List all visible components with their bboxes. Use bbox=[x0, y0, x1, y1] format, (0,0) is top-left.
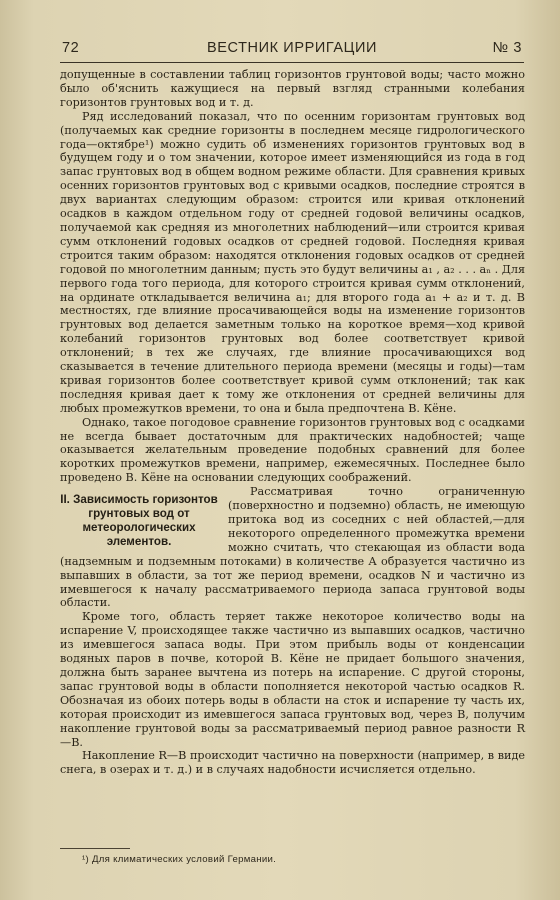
paragraph-2: Ряд исследований показал, что по осенним горизонтам грунтовых вод (получаемых как средние горизонты в последнем месяце гидрологического года—октябре¹) можно судить об изменениях горизонтов грунтовых вод в будущем году и о том значении, которое имеет изменяющийся из года в год запас грунтовых вод в общем водном режиме области. Для сравнения кривых осенних горизонтов грунтовых вод с кривыми осадков, последние строятся в двух вариантах следующим образом: строится или кривая отклонений осадков в каждом отдельном году от средней годовой величины осадков, получаемой как средняя из многолетних наблюдений—или строится кривая сумм отклонений годовых осадков от средней годовой. Последняя кривая строится таким образом: находятся отклонения годовых осадков от средней годовой по многолетним данным; пусть это будут величины a₁ , a₂ . . . aₙ . Для первого года того периода, для которого строится кривая сумм отклонений, на ординате откладывается величина a₁; для второго года a₁ + a₂ и т. д. В местностях, где влияние просачивающейся воды на изменение горизонтов грунтовых вод делается заметным только на короткое время—ход кривой колебаний горизонтов грунтовых вод более соответствует кривой отклонений; в тех же случаях, где влияние просачивающихся вод сказывается в течение длительного периода времени (месяцы и годы)—там кривая горизонтов более соответствует кривой сумм отклонений; так как последняя кривая дает к тому же отклонения от средней величины для любых промежутков времени, то она и была предпочтена В. Кёне. bbox=[60, 109, 525, 415]
paragraph-6: Накопление R—B происходит частично на поверхности (например, в виде снега, в озерах и т. д.) и в случаях надобности исчисляется отдельно. bbox=[60, 749, 525, 777]
paragraph-4: Рассматривая точно ограниченную (поверхностно и подземно) область, не имеющую притока вод из соседних с ней областей,—для некоторого определенного промежутка времени можно считать, что стекающая из области вода (надземным и подземным потоками) в количестве A образуется частично из выпавших в области, за тот же период времени, осадков N и частично из имевшегося к началу рассматриваемого периода запаса грунтовой воды области. bbox=[60, 485, 525, 610]
page-number: 72 bbox=[62, 40, 80, 56]
header-rule bbox=[60, 62, 524, 63]
journal-title: ВЕСТНИК ИРРИГАЦИИ bbox=[206, 40, 378, 56]
running-header bbox=[62, 40, 522, 62]
paragraph-1: допущенные в составлении таблиц горизонтов грунтовой воды; часто можно было об'яснить кажущиеся на первый взгляд странными колебания горизонтов грунтовых вод и т. д. bbox=[60, 68, 525, 109]
body-text bbox=[60, 68, 525, 777]
footnote-rule bbox=[60, 848, 130, 849]
paragraph-3: Однако, такое погодовое сравнение горизонтов грунтовых вод с осадками не всегда бывает достаточным для практических надобностей; чаще оказывается желательным проведение подобных сравнений для более коротких промежутков времени, например, ежемесячных. Последнее было проведено В. Кёне на основании следующих соображений. bbox=[60, 415, 525, 485]
issue-number: № 3 bbox=[492, 40, 522, 56]
section-heading: II. Зависимость горизонтов грунтовых вод от метеорологических элементов. bbox=[60, 493, 218, 549]
footnote: ¹) Для климатических условий Германии. bbox=[82, 854, 277, 865]
paragraph-5: Кроме того, область теряет также некоторое количество воды на испарение V, происходящее также частично из выпавших осадков, частично из имевшегося запаса воды. При этом прибыль воды от конденсации водяных паров в почве, которой В. Кёне не придает большого значения, должна быть заранее вычтена из потерь на испарение. С другой стороны, запас грунтовой воды в области пополняется некоторой частью осадков R. Обозначая из обоих потерь воды в области на сток и испарение ту часть их, которая происходит из имевшегося запаса грунтовых вод, через B, получим накопление грунтовой воды за рассматриваемый период равное разности R—B. bbox=[60, 610, 525, 749]
